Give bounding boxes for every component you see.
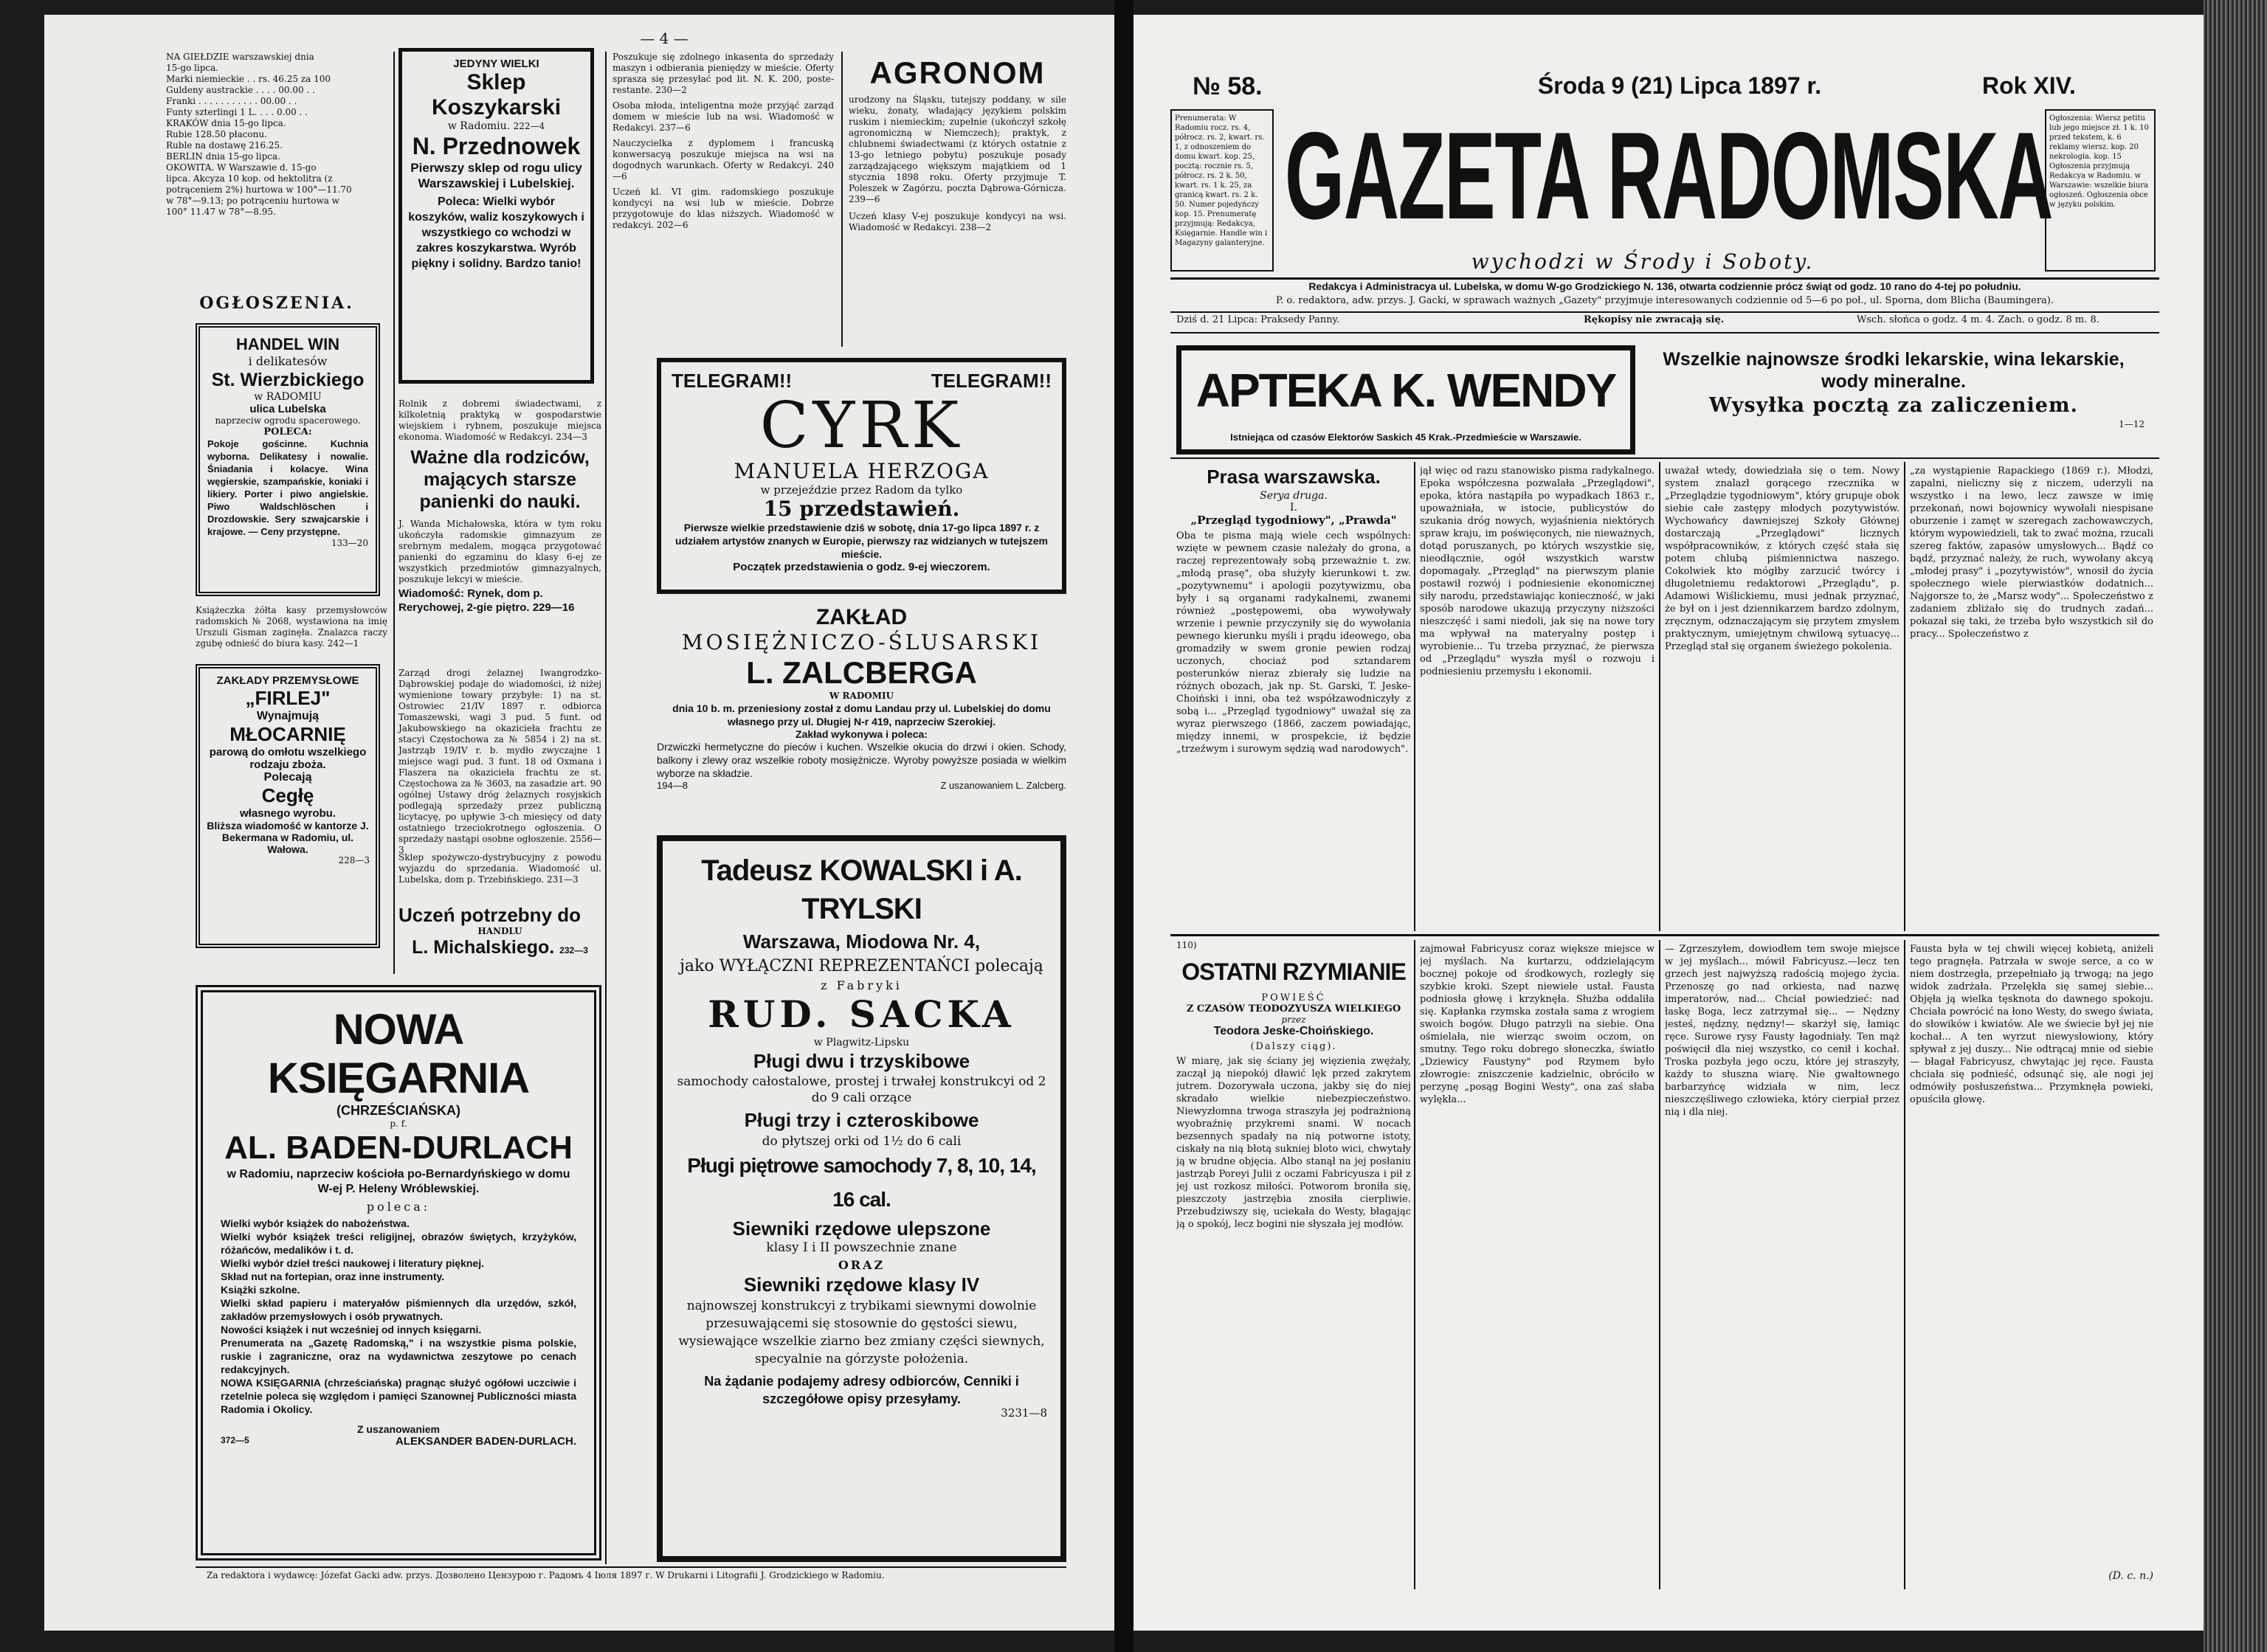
editorial-info: Redakcya i Administracya ul. Lubelska, w domu W-go Grodzickiego N. 136, otwarta codziennie prócz świąt od godz. 10 rano do 4-tej po południu.: [1308, 280, 2021, 292]
ad-title: HANDEL WIN: [235, 335, 340, 353]
column-rule: [1659, 462, 1660, 931]
feuilleton-end: (D. c. n.): [2108, 1570, 2153, 1582]
ad-line: dnia 10 b. m. przeniesiony został z domu Landau przy ul. Lubelskiej do domu własnego przy ul. Długiej N-r 419, naprzeciw Szerokiej.: [672, 702, 1051, 727]
ad-line: HANDLU: [477, 926, 522, 936]
ad-item: Wielki wybór książek do nabożeństwa.: [221, 1217, 410, 1229]
ad-title: NOWA KSIĘGARNIA: [267, 1006, 530, 1102]
notice-text: Książeczka żółta kasy przemysłowców radomskich № 2068, wystawiona na imię Urszuli Gisman zaginęła. Znalazca raczy zgubę odnieść do biura kasy.: [196, 605, 387, 649]
article-prasa-col2: jął więc od razu stanowisko pisma radykalnego. Epoka współczesna pozwalała „Przeglądowi", epoka, która nastąpiła po wypadkach 1863 r., upoważniała, w istocie, publicystów do szukania dróg nowych, wyjaśnienia niektórych spraw kraju, im poświęconych, nie nieważnych, dotąd poruszanych, po których wszystkie się, nieodłącznie, ogół wszystkich warstw dopomagały. „Przegląd" na pierwszym planie postawił rozwój i podniesienie ekonomicznej siły narodu, przedstawiając konieczność, w jaki sposób narodowe ukazują przyczyny niższości nieszczęść i sami niedoli, jak się na nowe tory ma wpływał na materyalny postęp i wyrobienie... Tu trzeba przyznać, że pierwsza od „Przeglądu" wyszła myśl o rozwoju i podniesieniu przemysłu i ekonomii.: [1420, 466, 1654, 677]
ad-title: CYRK: [759, 389, 964, 463]
ad-ksiegarnia: [196, 985, 601, 1561]
ad-head: ZAKŁAD: [815, 605, 908, 629]
ad-item: Prenumerata na „Gazetę Radomską," i na wszystkie pisma polskie, ruskie i zagraniczne, oraz na wydawnictwa zeszytowe po cenach redakcyjnych.: [221, 1337, 576, 1375]
article-series: Serya druga.: [1260, 490, 1328, 502]
notice-code: 242—1: [327, 638, 359, 649]
header-rule: [1170, 277, 2159, 280]
ad-code: 222—4: [513, 121, 545, 131]
ad-subtitle: i delikatesów: [248, 354, 328, 368]
stock-line: 100° 11.47 w 78°—8.95.: [166, 207, 276, 217]
ad-apteka-offer: [1643, 348, 2144, 452]
column-rule: [605, 52, 607, 1564]
ad-line: własnego wyrobu.: [239, 807, 337, 820]
stock-line: Marki niemieckie . . rs. 46.25 za 100: [166, 74, 331, 84]
ad-city: w Radomiu.: [447, 120, 511, 132]
ad-line: w przejeździe przez Radom da tylko: [760, 483, 963, 497]
stock-line: Funty szterlingi 1 L. . . . 0.00 . .: [166, 107, 308, 117]
stock-line: NA GIEŁDZIE warszawskiej dnia: [166, 52, 314, 62]
feuilleton-subtitle: Z CZASÓW TEODOZYUSZA WIELKIEGO: [1186, 1003, 1401, 1015]
ad-telegram: TELEGRAM!!: [672, 370, 793, 392]
ad-koszykarski: [398, 48, 594, 384]
ad-street: ulica Lubelska: [249, 403, 326, 415]
feuilleton-text: W miarę, jak się ściany jej więzienia zwężały, zaczął ją niepokój dławić lęk przed zakrytem jutrem. Dozorywała uczona, jakby się do niej skradało wielkie niebezpieczeństwo. Niewyzłomna trwoga straszyła jej podrażnioną wyobraźnię przykremi snami. W nocach bezsennych spadały na nią potworne istoty, ciskały na nią błotą sukniej bloto wici, chwytały ją w brudne objęcia. Albo stanął na jej posłaniu jastrząb Poreyi Julii z oczami Fabricyusza i pił z jej ust rozkosz miłości. Potworom broniła się, pieszczoty jastrzębia znosiła cierpliwie. Przebudziwszy się, uciekała do Westy, błagając ją o spokój, lecz bogini nie słyszała jej modłów.: [1176, 1056, 1411, 1230]
ad-city: w RADOMIU: [254, 391, 322, 403]
ad-poleca: poleca:: [366, 1200, 431, 1214]
ad-rodzice: [398, 446, 601, 615]
ad-cyrk: [657, 358, 1066, 594]
ad-body: Pokoje gościnne. Kuchnia wyborna. Delikatesy i nowalie. Śniadania i kolacye. Wina węgierskie, szampańskie, koniaki i likiery. Porter i piwo angielskie. Piwo Waldschlöschen i Drozdowskie. Sery szwajcarskie i krajowe. — Ceny przystępne.: [207, 438, 368, 537]
ad-code: 133—20: [331, 538, 368, 548]
ad-code: 194—8: [657, 780, 688, 791]
bleed-through-text: [89, 125, 207, 1527]
ad-item: Skład nut na fortepian, oraz inne instrumenty.: [221, 1271, 445, 1282]
ad-heading: Pługi dwu i trzyskibowe: [753, 1050, 970, 1072]
ad-text: do płytszej orki od 1½ do 6 cali: [762, 1134, 962, 1149]
ad-address: Warszawa, Miodowa Nr. 4,: [742, 930, 981, 953]
issue-number: № 58.: [1193, 72, 1263, 100]
ad-item: Nowości książek i nut wcześniej od innych księgarni.: [221, 1324, 482, 1335]
info-left: Dziś d. 21 Lipca: Praksedy Panny.: [1176, 314, 1340, 325]
ad-line: jako WYŁĄCZNI REPREZENTAŃCI polecają: [680, 957, 1043, 975]
ad-head: JEDYNY WIELKI: [453, 58, 539, 70]
notice: Nauczycielka z dyplomem i francuską konwersacyą poszukuje miejsca na wsi na dogodnych warunkach. Oferty w Redakcyi. 240—6: [613, 138, 834, 182]
ad-code: 3231—8: [1001, 1406, 1047, 1420]
ad-poleca: POLECA:: [263, 426, 312, 438]
stock-line: Guldeny austrackie . . . . 00.00 . .: [166, 85, 315, 95]
ad-zalcberg: [657, 605, 1066, 826]
ad-line: L. Michalskiego.: [412, 937, 555, 958]
ad-item: Wielki wybór książek treści religijnej, obrazów świętych, krzyżyków, różańców, medalików i t. d.: [221, 1231, 576, 1256]
ad-heading: Siewniki rzędowe ulepszone: [732, 1217, 991, 1240]
ad-firlej: [196, 664, 380, 948]
ad-heading: Pługi piętrowe samochody 7, 8, 10, 14, 16 cal.: [687, 1154, 1036, 1211]
stock-line: KRAKÓW dnia 15-go lipca.: [166, 118, 286, 128]
ad-sign: Z uszanowaniem: [356, 1423, 441, 1435]
article-prasa-col3: uważał wtedy, dowiedziała się o tem. Nowy system znalazł gorącego rzecznika w „Przeglądzie tygodniowym", który grupuje obok siebie całe zastępy młodych pozytywistów. Wychowańcy dawniejszej Szkoły Głównej dostarczają „Przeglądowi" licznych współpracowników, z których część stała się potem chlubą piśmiennictwa naszego. Cokolwiek kto mógłby zarzucić twórcy i długoletniemu redaktorowi „Przeglądu", p. Adamowi Wiślickiemu, musi jednak przyznać, że był on i jest dziennikarzem bardzo zdolnym, zręcznym, odznaczającym się przytem zmysłem praktycznym, umiejętnym chwilową sytuacyę... Przegląd stał się organem świeżego pokolenia.: [1665, 466, 1899, 652]
ad-line: Uczeń potrzebny do: [398, 904, 582, 926]
issue-year: Rok XIV.: [1982, 72, 2076, 99]
ad-name: „FIRLEJ": [245, 687, 331, 709]
masthead-title: GAZETA RADOMSKA: [1285, 106, 2053, 245]
info-mid: Rękopisy nie zwracają się.: [1584, 314, 1725, 325]
notice-body: Zarząd drogi żelaznej Iwangrodzko-Dąbrowskiej podaje do wiadomości, iż niżej wymienione towary przybyłe: 1) na st. Ostrowiec 21/IV 1897 r. odbiorca Tomaszewski, wagi 3 pud. 5 funt. od Jakubowskiego na okazicieła frachtu ze stacyi Częstochowa za № 5854 i 2) na st. Jastrząb 19/IV r. b. mydło zwyczajne 1 miejsce wagi pud. 3 funt. 18 od Oxmana i Flaszera na okazicieła frachtu ze st. Częstochowa za № 3603, na zasadzie art. 90 ogólnej Ustawy dróg żelaznych rosyjskich podlegają sprzedaży przez publiczną licytacyę, po upływie 3-ch miesięcy od daty ostatniego trzeciokrotnego ogłoszenia.: [398, 668, 601, 833]
ad-title: Tadeusz KOWALSKI i A. TRYLSKI: [701, 854, 1022, 925]
ad-line: Pierwszy sklep od rogu ulicy Warszawskiej i Lubelskiej.: [410, 161, 582, 190]
ad-city: W RADOMIU: [829, 691, 894, 701]
left-page: [44, 15, 1114, 1631]
ad-text: klasy I i II powszechnie znane: [766, 1240, 957, 1255]
ad-code: 232—3: [559, 945, 588, 955]
ad-apteka-box: [1176, 345, 1635, 455]
column-rule: [1904, 462, 1905, 931]
ad-pod: p. f.: [390, 1119, 407, 1129]
ad-text: Na żądanie podajemy adresy odbiorców, Cenniki i szczegółowe opisy przesyłamy.: [704, 1374, 1019, 1406]
ad-opposite: naprzeciw ogrodu spacerowego.: [215, 415, 361, 426]
ad-body: urodzony na Śląsku, tutejszy poddany, w sile wieku, żonaty, władający językiem polskim ruskim i niemieckim; zupełnie (ukończył szkołę agronomiczną w Niemczech); praktyk, z chlubnemi świadectwami (z których ostatnie z 13-go letniego pobytu) poszukuje posady zarządzającego większym majątkiem od 1 stycznia 1898 roku. Oferty przyjmuje T. Poleszek w Zagórzu, poczta Dąbrowa-Górnicza. 239—6: [849, 94, 1066, 204]
article-text: Oba te pisma mają wiele cech wspólnych: wzięte w pewnem czasie należały do grona, a raczej reprezentowały sobą przeważnie t. zw. „młodą prasę", oba służyły kierunkowi t. zw. „pozytywnemu" i apologii pozytywizmu, oba były i są organami radykalnemi, zwanemi również „postępowemi, oba wywoływały wrzenie i pewnie przyczyniły się do wywołania pewnego kierunku myśli i prądu ideowego, oba gromadziły w swem gronie pewien rodzaj uczonych, chociaż pod sztandarem posterunków nieraz zbierały się ludzie na różnych obozach, jak np. St. Garski, T. Jeske-Choiński i inni, oba też współzawodniczyły z sobą i... „Przegląd tygodniowy" uważał się za wyraz pierwszego (1866, zaczem powiadając, między innemi, w prospekcie, iż będzie „trzeźwym i surowym sędzią wad narodowych".: [1176, 530, 1411, 755]
ad-apteka-sub: Istniejąca od czasów Elektorów Saskich 45 Krak.-Przedmieście w Warszawie.: [1230, 432, 1581, 443]
ad-brand-city: w Plagwitz-Lipsku: [813, 1037, 910, 1048]
ad-name: N. Przednowek: [412, 133, 581, 159]
ad-apteka-line: Wysyłka pocztą za zaliczeniem.: [1709, 394, 2078, 417]
stock-line: Franki . . . . . . . . . . . 00.00 . .: [166, 96, 297, 106]
notice: Uczeń kl. VI gim. radomskiego poszukuje kondycyi na wsi lub w mieście. Dobrze przygotowuje do klas niższych. Wiadomość w redakcyi. 202—6: [613, 187, 834, 230]
notice-sklep: Sklep spożywczo-dystrybucyjny z powodu wyjazdu do sprzedania. Wiadomość ul. Lubelska, dom p. Trzebińskiego. 231—3: [398, 852, 601, 885]
ad-title: Sklep Koszykarski: [431, 70, 562, 120]
ad-kowalski: [657, 835, 1066, 1562]
subscription-box: Prenumerata: W Radomiu rocz. rs. 4, półrocz. rs. 2, kwart. rs. 1, z odnoszeniem do domu kwart. kop. 25, pocztą: rocznie rs. 5, półrocz. rs. 2 k. 50, kwart. rs. 1 k. 25, za granicą kwart. rs. 2 k. 50. Numer pojedyńczy kop. 15. Prenumeratę przyjmują: Redakcya, Księgarnie. Handle win i Magazyny galanteryjne.: [1170, 109, 1274, 272]
ad-oraz: ORAZ: [838, 1258, 886, 1272]
ad-line-big: MŁOCARNIĘ: [230, 723, 346, 745]
feuilleton-title: OSTATNI RZYMIANIE: [1181, 958, 1406, 985]
ad-name: AL. BADEN-DURLACH: [224, 1130, 573, 1166]
notice-zarzad: [398, 668, 601, 856]
right-page: [1134, 15, 2204, 1631]
stock-line: OKOWITA. W Warszawie d. 15-go: [166, 162, 317, 173]
feuilleton-author: Teodora Jeske-Choińskiego.: [1213, 1025, 1374, 1037]
column-rule: [393, 52, 395, 974]
issue-date: Środa 9 (21) Lipca 1897 r.: [1537, 72, 1822, 99]
imprint-footer: Za redaktora i wydawcę: Józefat Gacki adw. przys. Дозволено Цензурою г. Радомъ 4 Iюля 1897 г. W Drukarni i Litografii J. Grodzickiego w Radomiu.: [207, 1570, 885, 1580]
ad-after: Uczeń klasy V-ej poszukuje kondycyi na wsi. Wiadomość w Redakcyi. 238—2: [849, 211, 1066, 232]
ad-sub: MOSIĘŻNICZO-ŚLUSARSKI: [681, 630, 1042, 654]
ad-wierzbicki: [196, 323, 380, 596]
ad-code: 372—5: [221, 1435, 249, 1445]
notice: Osoba młoda, inteligentna może przyjąć zarząd domem w mieście lub na wsi. Wiadomość w Redakcyi. 237—6: [613, 100, 834, 133]
article-subtitle: „Przegląd tygodniowy", „Prawda": [1190, 514, 1397, 527]
header-rule: [1170, 311, 2159, 313]
ad-line-big: 15 przedstawień.: [763, 497, 960, 521]
ad-line: parową do omłotu wszelkiego rodzaju zboża.: [209, 746, 367, 771]
footer-rule: [196, 1566, 1066, 1568]
ad-line: Poleca: Wielki wybór koszyków, waliz koszykowych i wszystkiego co wchodzi w zakres koszykarstwa. Wyrób piękny i solidny. Bardzo tanio!: [408, 196, 584, 270]
col3-notices: [613, 52, 834, 231]
ad-subtitle: (CHRZEŚCIAŃSKA): [337, 1103, 460, 1118]
ad-heading: Siewniki rzędowe klasy IV: [743, 1273, 980, 1296]
ad-telegram: TELEGRAM!!: [931, 370, 1052, 392]
header-rule: [1170, 332, 2159, 333]
ad-text: najnowszej konstrukcyi z trybikami siewnymi dowolnie przesuwającemi się stosownie do gęstości siewu, wysiewające wszelkie ziarno bez zmiany części siewnych, specyalnie na górzyste położenia.: [678, 1299, 1045, 1366]
ad-sign: Z uszanowaniem L. Zalcberg.: [940, 780, 1066, 791]
ad-agronom: [849, 52, 1066, 233]
notice: Poszukuje się zdolnego inkasenta do sprzedaży maszyn i odbierania pieniędzy w mieście. Oferty sprasza się przesyłać pod lit. N. K. 200, poste-restante. 230—2: [613, 52, 834, 95]
ad-uczen: [398, 904, 601, 958]
notice-rolnik: Rolnik z dobremi świadectwami, z kilkoletnią praktyką w gospodarstwie wiejskiem i rybnem, poszukuje miejsca ekonoma. Wiadomość w Redakcyi. 234—3: [398, 398, 601, 442]
feuilleton-number: 110): [1176, 940, 1197, 950]
ogloszenia-heading: OGŁOSZENIA.: [199, 294, 354, 313]
ad-title: AGRONOM: [869, 55, 1046, 90]
article-prasa-col4: „za wystąpienie Rapackiego (1869 r.). Młodzi, zapalni, nieliczny się z niczem, uderzyli na wszystko i na lewo, lecz zawsze w imię przekonań, nowi bojownicy wywołali niespisane oburzenie i zamęt w szeregach zachowawczych, którym wypowiedzieli, tak to zwać można, rzucali szereg faktów, zapasów umysłowych... Bądź co bądź, przyznać należy, że ruch, wywołany akcyą „młodej prasy" i „pozytywistów", wnosił do życia społecznego wiele pierwiastków dodatnich... Najgorsze to, że „Marsz wody"... Społeczeństwo z zadaniem zbliżało się do trudnych zadań... pokazał się taki, że trzeba było wszystkich sił do pracy... Społeczeństwo z: [1910, 466, 2153, 640]
feuilleton-col3: — Zgrzeszyłem, dowiodłem tem swoje miejsce w jej myślach... mówił Fabricyusz.—lecz ten grzech jest najwyższą radością mojego życia. Przenoszę go nad orkiesta, nad nazwę imperatorów, nad... Chciał powiedzieć: nad łaskę Boga, lecz zatrzymał się... — Nędzny jesteś, nędzny, nędzny!— skarżył się, łamiąc ręce. Surowe rysy Fausty łagodniały. Ten mąż poświęcił dla niej wszystko, co cenił i kochał. Troska pozbyła jego oczu, które jej straszyły, każdy to słuszna wiarę. Nie gwałtownego barbarzyńcę widziała w nim, lecz nieszczęśliwego człowieka, który cierpiał przez nią i dla niej.: [1665, 944, 1899, 1118]
ad-name: MANUELA HERZOGA: [734, 459, 990, 483]
ad-line: z Fabryki: [821, 978, 903, 992]
feuilleton-genre: POWIEŚĆ: [1261, 992, 1326, 1003]
feuilleton-col1: [1176, 940, 1411, 1513]
column-rule: [841, 52, 843, 347]
info-right: Wsch. słońca o godz. 4 m. 4. Zach. o godz. 8 m. 8.: [1857, 314, 2099, 325]
lost-booklet-notice: [196, 605, 387, 649]
ad-apteka-code: 1—12: [2119, 419, 2144, 429]
stock-line: potrąceniem 2%) hurtowa w 100°—11.70: [166, 184, 352, 195]
ad-apteka-line: Wszelkie najnowsze środki lekarskie, wina lekarskie, wody mineralne.: [1663, 349, 2125, 392]
ad-brand: RUD. SACKA: [708, 992, 1015, 1036]
ad-line-big: Cegłę: [261, 784, 314, 806]
ad-tail: Wiadomość: Rynek, dom p. Rerychowej, 2-gie piętro. 229—16: [398, 587, 575, 614]
ad-line: Bliższa wiadomość w kantorze J. Bekermana w Radomiu, ul. Wałowa.: [207, 820, 369, 855]
feuilleton-rule: [1170, 934, 2159, 936]
info-strip: [1170, 314, 2159, 331]
column-rule: [1904, 940, 1905, 1589]
article-number: I.: [1290, 502, 1297, 514]
column-rule: [1414, 940, 1415, 1589]
stock-line: 15-go lipca.: [166, 63, 219, 73]
ad-item: Wielki skład papieru i materyałów piśmiennych dla urzędów, szkół, zakładów przemysłowych i osób prywatnych.: [221, 1297, 576, 1322]
book-page-edge: [2204, 0, 2267, 1652]
stock-line: w 78°—9.13; po potrąceniu hurtowa w: [166, 196, 339, 206]
section-rule: [1170, 457, 2159, 459]
ad-sign-name: ALEKSANDER BADEN-DURLACH.: [396, 1435, 576, 1448]
stock-exchange-block: [166, 52, 387, 218]
ad-line: Wynajmują: [256, 710, 320, 722]
feuilleton-przez: przez: [1281, 1015, 1306, 1025]
ad-name: L. ZALCBERGA: [746, 655, 977, 690]
ad-title: Ważne dla rodziców, mających starsze panienki do nauki.: [410, 447, 590, 512]
feuilleton-col2: zajmował Fabricyusz coraz większe miejsce w jej myślach. Na kurtarzu, oddzielającym bocznej pokoje od środkowych, rozległy się szybkie kroki. Szept niewiele ustał. Fausta podniosła głowę i krzyknęła. Służba oddaliła się. Kapłanka rzymska została sama z wrogiem swoich bogów. Długo patrzyli na siebie. Ona ośmielała, nie wierząc swoim oczom, on smutny. Tego roku dobrego słoneczka, światło „Dziewicy Faustyny" pod Rzymem było złowrogie: zniszczenie kadzielnic, obróciło w perzynę „posąg Bogini Westy", ona zaś słaba wylękła...: [1420, 944, 1654, 1105]
ad-title: ZAKŁADY PRZEMYSŁOWE: [216, 674, 359, 687]
notice-tail: O sprzedaży nastąpi osobne ogłoszenie. 2556—3: [398, 823, 601, 855]
advertising-rates-box: Ogłoszenia: Wiersz petitu lub jego miejsce zł. 1 k. 10 przed tekstem, k. 6 reklamy wiersz. kop. 20 nekrologia. kop. 15 Ogłoszenia przyjmują Redakcya w Radomiu. w Warszawie: wszelkie biura ogłoszeń. Ogłoszenia obce w języku polskim.: [2045, 109, 2156, 272]
ad-text: samochody całostalowe, prostej i trwałej konstrukcyi od 2 do 9 cali orzące: [677, 1074, 1046, 1105]
stock-line: Rubie 128.50 płaconu.: [166, 129, 267, 139]
ad-line: Zakład wykonywa i poleca:: [796, 728, 928, 740]
article-title: Prasa warszawska.: [1207, 466, 1381, 488]
ad-address: w Radomiu, naprzeciw kościoła po-Bernardyńskiego w domu W-ej P. Heleny Wróblewskiej.: [227, 1168, 570, 1195]
editor-info: P. o. redaktora, adw. przys. J. Gacki, w sprawach ważnych „Gazety" przyjmuje interesowanych codziennie od 5—6 po poł., ul. Sporna, dom Blicha (Baumingera).: [1275, 295, 2054, 306]
page-number: — 4 —: [640, 30, 689, 47]
ad-heading: Pługi trzy i czteroskibowe: [744, 1109, 979, 1131]
ad-name: St. Wierzbickiego: [211, 370, 365, 390]
ad-code: 228—3: [338, 855, 370, 865]
ad-line: Pierwsze wielkie przedstawienie dziś w sobotę, dnia 17-go lipca 1897 r. z udziałem artystów znanych w Europie, pierwszy raz widzianych w tutejszem mieście.: [675, 522, 1048, 560]
ad-apteka-name: APTEKA K. WENDY: [1195, 364, 1616, 417]
ad-line: Polecają: [263, 771, 312, 784]
book-gutter: [1114, 0, 1134, 1652]
feuilleton-dalszy: (Dalszy ciąg).: [1250, 1041, 1337, 1052]
column-rule: [1659, 940, 1660, 1589]
ad-line: Drzwiczki hermetyczne do pieców i kuchen. Wszelkie okucia do drzwi i okien. Schody, balkony i zlewy oraz wszelkie roboty mosiężnicze. Wyroby powyższe posiada w wielkim wyborze na składzie.: [657, 741, 1066, 779]
ad-item: Książki szkolne.: [221, 1284, 300, 1296]
ad-item: Wielki wybór dzieł treści naukowej i literatury pięknej.: [221, 1257, 484, 1269]
column-rule: [1414, 462, 1415, 931]
article-prasa-col1: [1176, 463, 1411, 869]
ad-item: NOWA KSIĘGARNIA (chrześciańska) pragnąc służyć ogółowi uczciwie i rzetelnie poleca się względom i pamięci Szanownej Publiczności miasta Radomia i Okolicy.: [221, 1377, 576, 1415]
stock-line: BERLIN dnia 15-go lipca.: [166, 151, 280, 162]
ad-body: J. Wanda Michałowska, która w tym roku ukończyła radomskie gimnazyum ze srebrnym medalem, mogąca przygotować panienki do egzaminu do klasy 6-ej ze wszystkich przedmiotów gimnazyalnych, poszukuje lekcyi w mieście.: [398, 519, 601, 584]
stock-line: lipca. Akcyza 10 kop. od hektolitra (z: [166, 173, 333, 184]
stock-line: Ruble na dostawę 216.25.: [166, 140, 283, 151]
ad-line: Początek przedstawienia o godz. 9-ej wieczorem.: [733, 561, 990, 573]
ad-items: [221, 1217, 576, 1416]
feuilleton-col4: Fausta była w tej chwili więcej kobietą, aniżeli tego pragnęła. Patrzała w swoje serce, a co w niem dostrzegła, przepełniało ją trwogą; na jego widok zadrżała. Przelękła się samej siebie... Objęła ją wielka tęsknota do dawnego spokoju. Chciała powrócić na łono Westy, do swego świata, do słowików i kwiatów. Ale we świecie był jej nie kochał... A ten wyrzut niewysłowiony, który spływał z jej duszy... Nie odtrącaj mnie od siebie — błagał Fabricyusz, chwytając jej ręce. Fausta chciała się podnieść, odsunąć się, ale nogi jej odmówiły posłuszeństwa... Przymknęła powieki, opuściła głowę.: [1910, 944, 2153, 1105]
masthead-tagline: wychodzi w Środy i Soboty.: [1471, 249, 1815, 274]
